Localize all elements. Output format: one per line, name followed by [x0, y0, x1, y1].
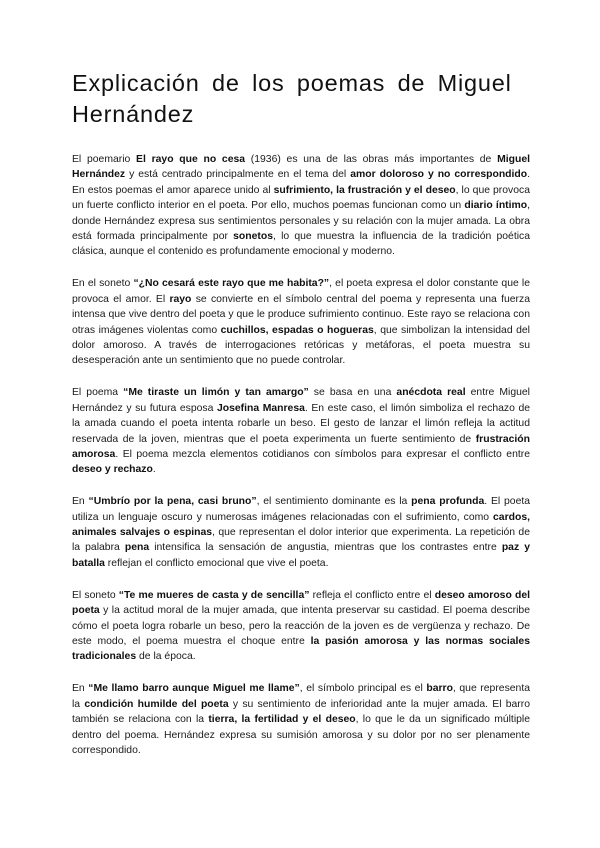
body-text: . En este caso, el limón simboliza el rechazo de la amada cuando el poeta intenta robarle un beso. El gesto de lanzar el limón refleja la actitud reservada de la joven, mientras que el poeta experimenta un fuerte sentimiento de — [72, 402, 531, 445]
bold-text: barro — [426, 683, 453, 695]
bold-text: condición humilde del poeta — [84, 698, 229, 710]
bold-text: paz y batalla — [72, 542, 530, 569]
body-text: y su sentimiento de inferioridad ante la mujer amada. El barro también se relaciona con la — [72, 698, 530, 726]
body-text: . — [152, 464, 156, 476]
bold-text: tierra, la fertilidad y el deseo — [208, 714, 356, 726]
body-text: , que representa la — [72, 683, 530, 710]
bold-text: rayo — [169, 293, 192, 305]
body-text: , el símbolo principal es el — [299, 683, 427, 695]
paragraph-3 — [72, 385, 530, 477]
body-text: El soneto — [72, 589, 119, 601]
bold-text: deseo amoroso del poeta — [72, 589, 530, 617]
paragraph-1 — [72, 152, 530, 260]
body-text: En el soneto — [72, 278, 134, 290]
body-text: , donde Hernández expresa sus sentimientos personales y su relación con la mujer amada. La obra está formada principalmente por — [72, 200, 530, 243]
body-text: , que simbolizan la intensidad del dolor amoroso. A través de interrogaciones retóricas y metáforas, el poeta muestra su desesperación ante un sentimiento que no puede controlar. — [72, 324, 530, 367]
bold-text: El rayo que no cesa — [136, 154, 246, 165]
body-text: y la actitud moral de la mujer amada, que intenta preservar su castidad. El poema describe cómo el poeta logra robarle un beso, pero la reacción de la joven es de vergüenza y rechazo. De este modo, el poema muestra el choque entre — [72, 605, 530, 647]
paragraph-5 — [72, 588, 530, 665]
bold-text: anécdota real — [396, 387, 466, 399]
bold-text: sufrimiento, la frustración y el deseo — [273, 184, 456, 196]
bold-text: sonetos — [233, 231, 273, 243]
body-text: En — [72, 496, 89, 508]
body-text: , lo que provoca un fuerte conflicto interior en el poeta. Por ello, muchos poemas funcionan como un — [72, 184, 530, 212]
bold-text: pena — [124, 542, 150, 554]
document-body — [72, 152, 530, 758]
bold-text: deseo y rechazo — [72, 464, 153, 476]
body-text: . En estos poemas el amor aparece unido al — [72, 169, 530, 196]
body-text: En — [72, 683, 89, 695]
body-text: se convierte en el símbolo central del poema y representa una fuerza intensa que vive dentro del poeta y que le produce sufrimiento continuo. Este rayo se relaciona con otras imágenes violentas como — [72, 293, 530, 336]
bold-text: “¿No cesará este rayo que me habita?” — [133, 278, 330, 290]
bold-text: “Te me mueres de casta y de sencilla” — [118, 589, 310, 601]
body-text: , lo que muestra la influencia de la tradición poética clásica, aunque el contenido es profundamente emocional y moderno. — [72, 231, 530, 258]
paragraph-6 — [72, 681, 530, 758]
body-text: , el poeta expresa el dolor constante que le provoca el amor. El — [72, 278, 530, 305]
body-text: El poema — [72, 387, 124, 399]
body-text: , que representan el dolor interior que experimenta. La repetición de la palabra — [72, 527, 530, 554]
paragraph-2 — [72, 276, 530, 368]
bold-text: “Me tiraste un limón y tan amargo” — [123, 387, 309, 399]
body-text: , el sentimiento dominante es la — [256, 496, 412, 508]
body-text: . El poeta utiliza un lenguaje oscuro y numerosas imágenes relacionadas con el sufrimiento, como — [72, 496, 531, 523]
bold-text: pena profunda — [411, 496, 485, 508]
bold-text: amor doloroso y no correspondido — [350, 169, 528, 181]
bold-text: Josefina Manresa — [216, 402, 305, 414]
bold-text: Miguel Hernández — [72, 154, 530, 181]
bold-text: “Me llamo barro aunque Miguel me llame” — [88, 683, 300, 695]
body-text: de la época. — [136, 651, 196, 663]
bold-text: “Umbrío por la pena, casi bruno” — [88, 496, 257, 508]
bold-text: cardos, animales salvajes o espinas — [72, 511, 530, 539]
body-text: entre Miguel Hernández y su futura esposa — [72, 387, 530, 414]
body-text: y está centrado principalmente en el tema del — [125, 169, 351, 181]
paragraph-4 — [72, 494, 530, 571]
body-text: refleja el conflicto entre el — [309, 589, 435, 601]
bold-text: la pasión amorosa y las normas sociales tradicionales — [72, 635, 530, 663]
body-text: reflejan el conflicto emocional que vive el poeta. — [104, 557, 329, 569]
bold-text: cuchillos, espadas o hogueras — [220, 324, 374, 336]
body-text: intensifica la sensación de angustia, mientras que los contrastes entre — [149, 542, 502, 554]
bold-text: diario íntimo — [464, 200, 528, 212]
body-text: . El poema mezcla elementos cotidianos con símbolos para expresar el conflicto entre — [115, 448, 530, 460]
document-title: Explicación de los poemas de Miguel Hernández — [72, 70, 512, 127]
body-text: se basa en una — [308, 387, 397, 399]
body-text: (1936) es una de las obras más importantes de — [245, 154, 498, 165]
body-text: , lo que le da un significado múltiple dentro del poema. Hernández expresa su sumisión amorosa y su dolor por no ser plenamente correspondido. — [72, 714, 530, 756]
bold-text: frustración amorosa — [72, 433, 530, 460]
body-text: El poemario — [72, 154, 137, 165]
